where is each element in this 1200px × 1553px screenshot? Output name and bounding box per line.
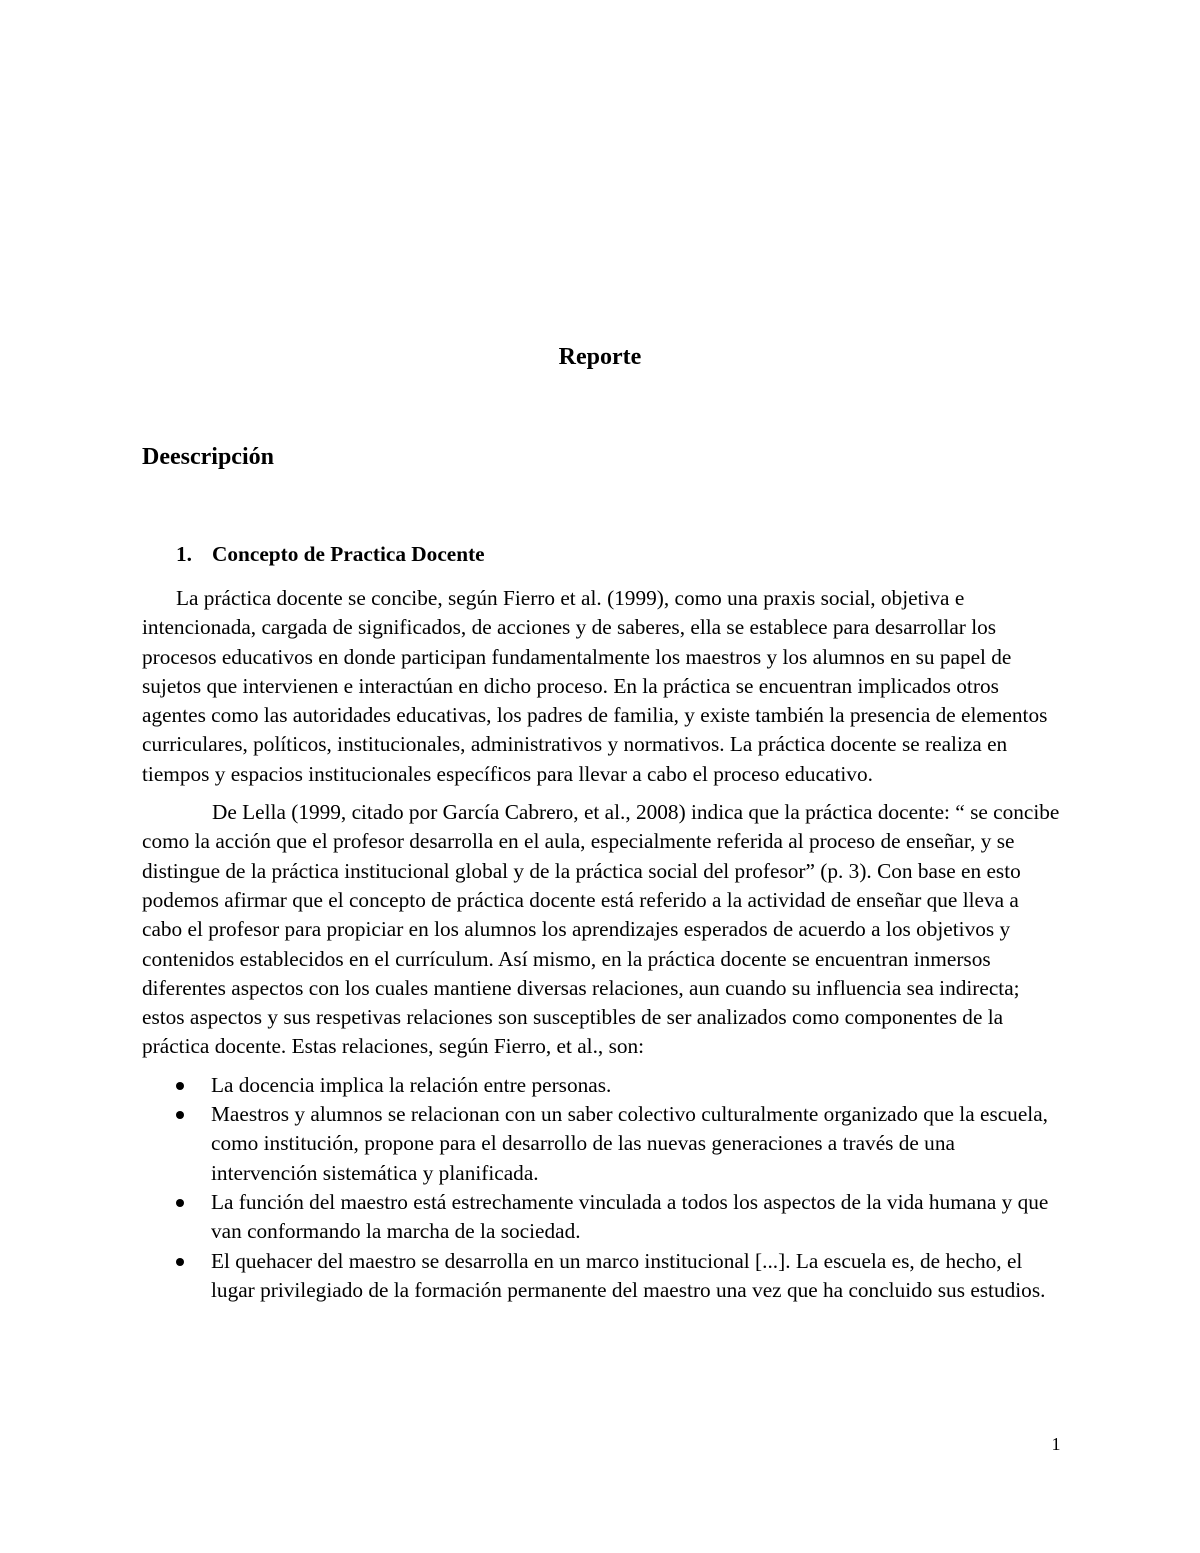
- paragraph: La práctica docente se concibe, según Fierro et al. (1999), como una praxis social, objetiva e intencionada, cargada de significados, de acciones y de saberes, ella se establece para desarrollar los procesos educativos en donde participan fundamentalmente los maestros y los alumnos en su papel de sujetos que intervienen e interactúan en dicho proceso. En la práctica se encuentran implicados otros agentes como las autoridades educativas, los padres de familia, y existe también la presencia de elementos curriculares, políticos, institucionales, administrativos y normativos. La práctica docente se realiza en tiempos y espacios institucionales específicos para llevar a cabo el proceso educativo.: [142, 586, 1048, 786]
- bullet-item: [142, 1188, 1062, 1247]
- paragraph: De Lella (1999, citado por García Cabrero, et al., 2008) indica que la práctica docente: “ se concibe como la acción que el profesor desarrolla en el aula, especialmente referida al proceso de enseñar, y se distingue de la práctica institucional global y de la práctica social del profesor” (p. 3). Con base en esto podemos afirmar que el concepto de práctica docente está referido a la actividad de enseñar que lleva a cabo el profesor para propiciar en los alumnos los aprendizajes esperados de acuerdo a los objetivos y contenidos establecidos en el currículum. Así mismo, en la práctica docente se encuentran inmersos diferentes aspectos con los cuales mantiene diversas relaciones, aun cuando su influencia sea indirecta; estos aspectos y sus respetivas relaciones son susceptibles de ser analizados como componentes de la práctica docente. Estas relaciones, según Fierro, et al., son:: [142, 800, 1060, 1059]
- page-number: 1: [1051, 1434, 1061, 1454]
- section-heading: Deescripción: [142, 444, 274, 470]
- bullet-icon: [176, 1258, 184, 1266]
- bullet-item: [142, 1100, 1062, 1188]
- bullet-text: El quehacer del maestro se desarrolla en un marco institucional [...]. La escuela es, de hecho, el lugar privilegiado de la formación permanente del maestro una vez que ha concluido sus estudios.: [211, 1248, 1046, 1302]
- document-title: Reporte: [558, 344, 642, 370]
- bullet-icon: [176, 1111, 184, 1119]
- bullet-item: [142, 1071, 1062, 1100]
- bullet-text: La docencia implica la relación entre personas.: [211, 1072, 612, 1097]
- bullet-icon: [176, 1199, 184, 1207]
- bullet-text: La función del maestro está estrechamente vinculada a todos los aspectos de la vida humana y que van conformando la marcha de la sociedad.: [211, 1189, 1049, 1244]
- subheading-number: 1.: [176, 542, 192, 566]
- bullet-list: [142, 1071, 1062, 1305]
- bullet-icon: [176, 1082, 184, 1090]
- document-body: [142, 584, 1062, 1305]
- bullet-item: [142, 1247, 1062, 1306]
- subheading-text: Concepto de Practica Docente: [212, 542, 485, 566]
- subheading: [176, 540, 485, 569]
- bullet-text: Maestros y alumnos se relacionan con un saber colectivo culturalmente organizado que la escuela, como institución, propone para el desarrollo de las nuevas generaciones a través de una intervención sistemática y planificada.: [211, 1102, 1048, 1185]
